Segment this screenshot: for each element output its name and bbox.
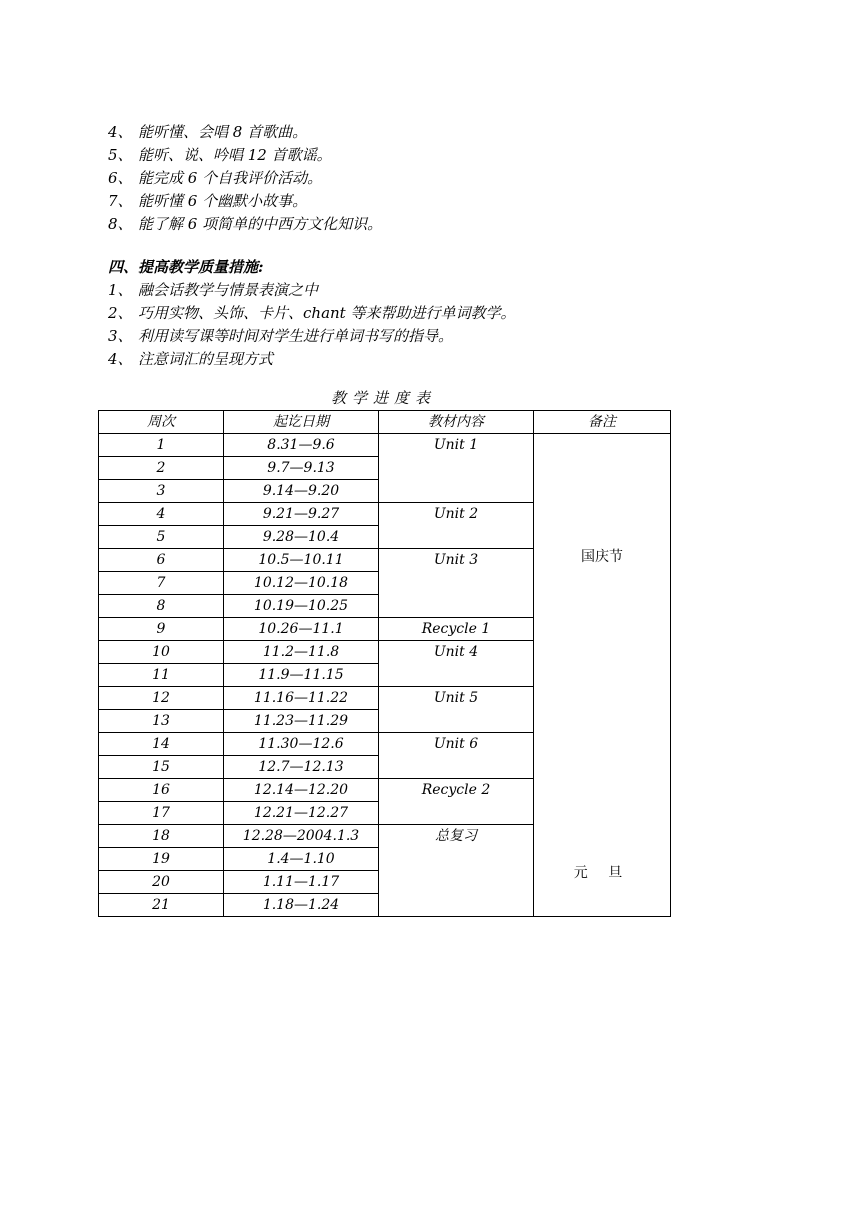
schedule-title: 教学进度表 xyxy=(330,389,436,407)
dates-cell: 10.19—10.25 xyxy=(224,595,379,618)
week-cell: 16 xyxy=(99,779,224,802)
week-cell: 15 xyxy=(99,756,224,779)
header-week: 周次 xyxy=(99,411,224,434)
week-cell: 21 xyxy=(99,894,224,917)
goal-item xyxy=(108,190,808,213)
unit-cell: Unit 1 xyxy=(379,434,534,503)
week-cell: 4 xyxy=(99,503,224,526)
table-row xyxy=(99,434,671,457)
goal-number: 5、 xyxy=(108,146,133,164)
unit-cell: Recycle 1 xyxy=(379,618,534,641)
dates-cell: 9.14—9.20 xyxy=(224,480,379,503)
measure-text: 巧用实物、头饰、卡片、chant 等来帮助进行单词教学。 xyxy=(138,304,516,322)
goal-text: 能听懂 6 个幽默小故事。 xyxy=(138,192,308,210)
unit-cell: Unit 3 xyxy=(379,549,534,618)
unit-cell: Unit 5 xyxy=(379,687,534,733)
dates-cell: 11.23—11.29 xyxy=(224,710,379,733)
week-cell: 19 xyxy=(99,848,224,871)
note-new-year: 元 旦 xyxy=(573,865,631,881)
week-cell: 5 xyxy=(99,526,224,549)
goal-text: 能了解 6 项简单的中西方文化知识。 xyxy=(138,215,383,233)
unit-cell: Recycle 2 xyxy=(379,779,534,825)
week-cell: 18 xyxy=(99,825,224,848)
dates-cell: 11.2—11.8 xyxy=(224,641,379,664)
dates-cell: 10.26—11.1 xyxy=(224,618,379,641)
measure-text: 融会话教学与情景表演之中 xyxy=(138,281,319,299)
dates-cell: 12.28—2004.1.3 xyxy=(224,825,379,848)
measure-item xyxy=(108,279,808,302)
week-cell: 9 xyxy=(99,618,224,641)
goal-number: 4、 xyxy=(108,123,133,141)
dates-cell: 11.9—11.15 xyxy=(224,664,379,687)
measure-number: 4、 xyxy=(108,350,133,368)
week-cell: 2 xyxy=(99,457,224,480)
goal-item xyxy=(108,121,808,144)
measure-number: 1、 xyxy=(108,281,133,299)
dates-cell: 1.4—1.10 xyxy=(224,848,379,871)
goal-text: 能听懂、会唱 8 首歌曲。 xyxy=(138,123,308,141)
header-notes: 备注 xyxy=(534,411,671,434)
week-cell: 11 xyxy=(99,664,224,687)
measure-text: 利用读写课等时间对学生进行单词书写的指导。 xyxy=(138,327,454,345)
week-cell: 1 xyxy=(99,434,224,457)
dates-cell: 12.7—12.13 xyxy=(224,756,379,779)
dates-cell: 8.31—9.6 xyxy=(224,434,379,457)
dates-cell: 1.18—1.24 xyxy=(224,894,379,917)
unit-cell: Unit 2 xyxy=(379,503,534,549)
measure-item xyxy=(108,325,808,348)
dates-cell: 9.28—10.4 xyxy=(224,526,379,549)
measure-number: 2、 xyxy=(108,304,133,322)
dates-cell: 1.11—1.17 xyxy=(224,871,379,894)
dates-cell: 12.14—12.20 xyxy=(224,779,379,802)
dates-cell: 12.21—12.27 xyxy=(224,802,379,825)
measure-item xyxy=(108,348,808,371)
dates-cell: 9.7—9.13 xyxy=(224,457,379,480)
goal-item xyxy=(108,144,808,167)
goal-item xyxy=(108,213,808,236)
goal-number: 8、 xyxy=(108,215,133,233)
measure-item xyxy=(108,302,808,325)
week-cell: 10 xyxy=(99,641,224,664)
schedule-table xyxy=(98,410,671,917)
dates-cell: 11.30—12.6 xyxy=(224,733,379,756)
header-dates: 起讫日期 xyxy=(224,411,379,434)
goal-text: 能完成 6 个自我评价活动。 xyxy=(138,169,323,187)
notes-cell xyxy=(534,434,671,917)
week-cell: 3 xyxy=(99,480,224,503)
week-cell: 14 xyxy=(99,733,224,756)
week-cell: 17 xyxy=(99,802,224,825)
header-content: 教材内容 xyxy=(379,411,534,434)
week-cell: 20 xyxy=(99,871,224,894)
week-cell: 13 xyxy=(99,710,224,733)
goal-item xyxy=(108,167,808,190)
week-cell: 12 xyxy=(99,687,224,710)
unit-cell: 总复习 xyxy=(379,825,534,917)
dates-cell: 11.16—11.22 xyxy=(224,687,379,710)
dates-cell: 10.12—10.18 xyxy=(224,572,379,595)
note-national-day: 国庆节 xyxy=(581,549,623,565)
measures-section xyxy=(108,256,808,371)
goals-list xyxy=(108,121,808,236)
goal-text: 能听、说、吟唱 12 首歌谣。 xyxy=(138,146,332,164)
week-cell: 8 xyxy=(99,595,224,618)
dates-cell: 9.21—9.27 xyxy=(224,503,379,526)
week-cell: 7 xyxy=(99,572,224,595)
goal-number: 7、 xyxy=(108,192,133,210)
measures-title: 四、提高教学质量措施: xyxy=(108,258,264,276)
measure-text: 注意词汇的呈现方式 xyxy=(138,350,274,368)
unit-cell: Unit 4 xyxy=(379,641,534,687)
dates-cell: 10.5—10.11 xyxy=(224,549,379,572)
unit-cell: Unit 6 xyxy=(379,733,534,779)
goal-number: 6、 xyxy=(108,169,133,187)
week-cell: 6 xyxy=(99,549,224,572)
table-header-row xyxy=(99,411,671,434)
measure-number: 3、 xyxy=(108,327,133,345)
